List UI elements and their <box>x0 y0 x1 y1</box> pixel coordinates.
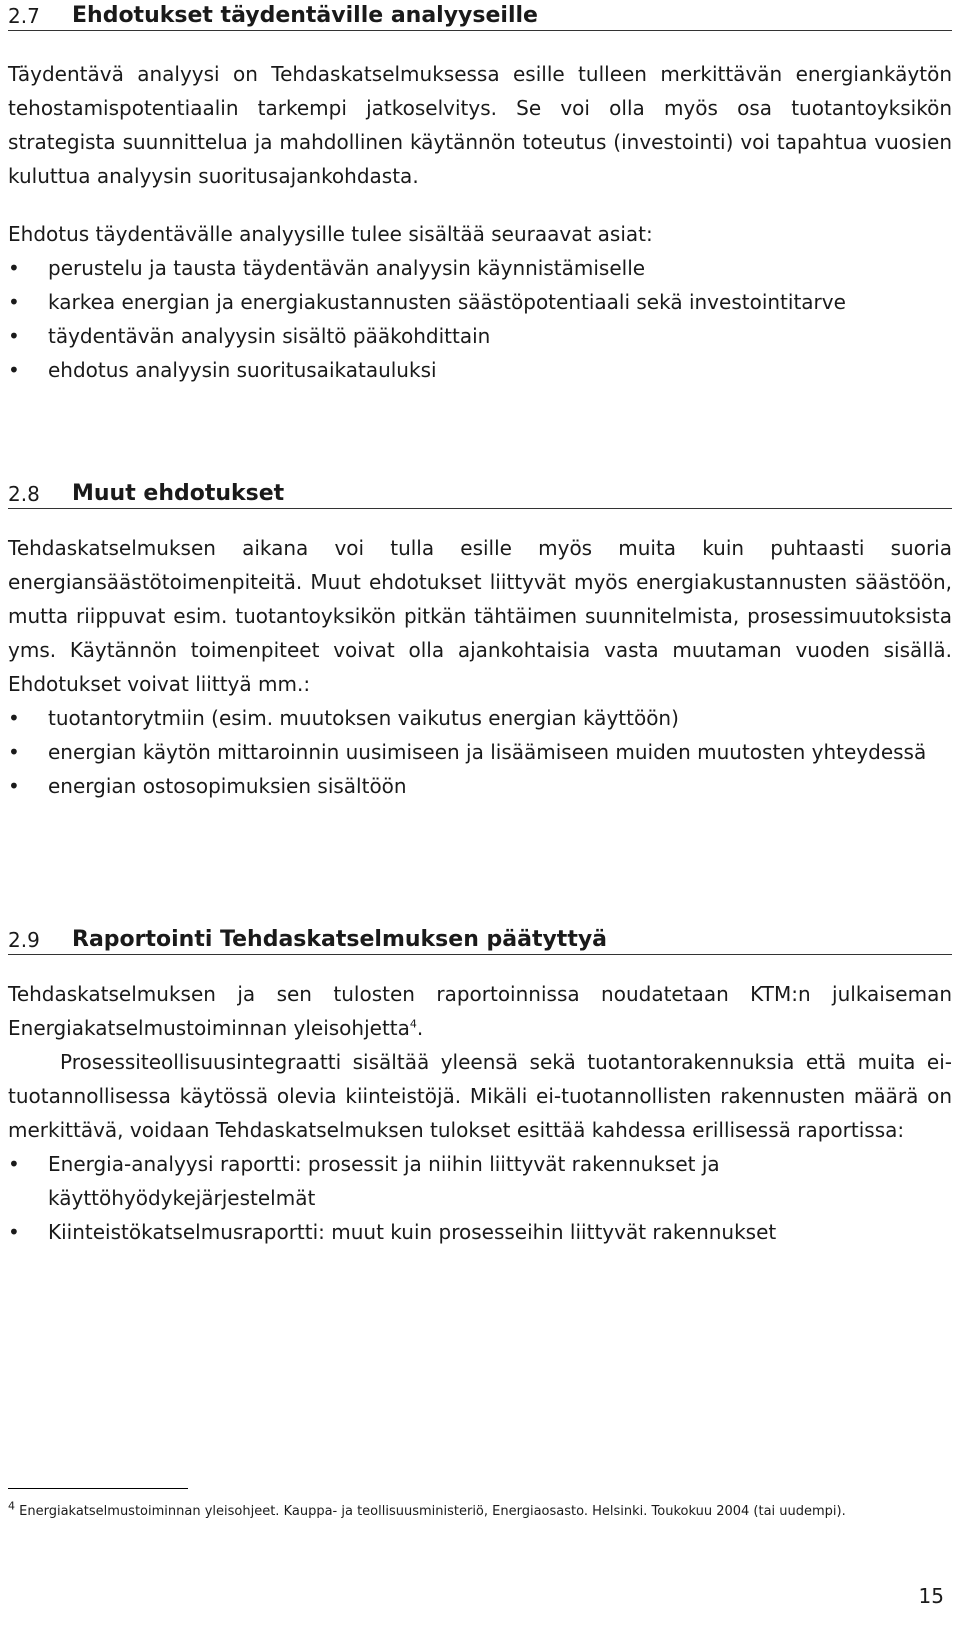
bullet-list <box>8 701 952 803</box>
bullet-icon: • <box>8 358 20 382</box>
footnote-reference: 4 <box>409 1017 417 1031</box>
footnote-marker: 4 <box>8 1499 15 1513</box>
section-number: 2.7 <box>8 4 40 28</box>
footnote-divider <box>8 1488 188 1489</box>
bullet-list <box>8 251 952 387</box>
list-item: • ehdotus analyysin suoritusaikatauluksi <box>8 353 952 387</box>
section-2-7 <box>8 0 952 387</box>
bullet-icon: • <box>8 256 20 280</box>
footnote-text: Energiakatselmustoiminnan yleisohjeet. Kauppa- ja teollisuusministeriö, Energiaosasto. Helsinki. Toukokuu 2004 (tai uudempi). <box>19 1504 846 1519</box>
section-heading <box>8 924 952 955</box>
section-2-8 <box>8 478 952 803</box>
list-item: • Kiinteistökatselmusraportti: muut kuin prosesseihin liittyvät rakennukset <box>8 1215 952 1249</box>
paragraph: Tehdaskatselmuksen ja sen tulosten raportoinnissa noudatetaan KTM:n julkaiseman Energiakatselmustoiminnan yleisohjetta$^4$. <box>8 982 952 1040</box>
section-title: Ehdotukset täydentäville analyyseille <box>72 3 538 28</box>
footnote <box>8 1499 846 1519</box>
section-title: Raportointi Tehdaskatselmuksen päätyttyä <box>72 927 608 952</box>
bullet-icon: • <box>8 706 20 730</box>
bullet-icon: • <box>8 1220 20 1244</box>
paragraph: Tehdaskatselmuksen aikana voi tulla esille myös muita kuin puhtaasti suoria energiansäästötoimenpiteitä. Muut ehdotukset liittyvät myös energiakustannusten säästöön, mutta riippuvat esim. tuotantoyksikön pitkän tähtäimen suunnitelmista, prosessimuutoksista yms. Käytännön toimenpiteet voivat olla ajankohtaisia vasta muutaman vuoden sisällä. Ehdotukset voivat liittyä mm.: <box>8 536 952 696</box>
section-heading <box>8 478 952 509</box>
list-item: • täydentävän analyysin sisältö pääkohdittain <box>8 319 952 353</box>
bullet-icon: • <box>8 290 20 314</box>
paragraph: Täydentävä analyysi on Tehdaskatselmuksessa esille tulleen merkittävän energiankäytön tehostamispotentiaalin tarkempi jatkoselvitys. Se voi olla myös osa tuotantoyksikön strategista suunnittelua ja mahdollinen käytännön toteutus (investointi) voi tapahtua vuosien kuluttua analyysin suoritusajankohdasta. <box>8 62 952 188</box>
list-item: • perustelu ja tausta täydentävän analyysin käynnistämiselle <box>8 251 952 285</box>
bullet-icon: • <box>8 1152 20 1176</box>
section-number: 2.9 <box>8 928 40 952</box>
section-number: 2.8 <box>8 482 40 506</box>
bullet-list <box>8 1147 952 1249</box>
bullet-icon: • <box>8 324 20 348</box>
section-heading <box>8 0 952 31</box>
list-item: • karkea energian ja energiakustannusten säästöpotentiaali sekä investointitarve <box>8 285 952 319</box>
section-2-9 <box>8 924 952 1249</box>
list-item: • tuotantorytmiin (esim. muutoksen vaikutus energian käyttöön) <box>8 701 952 735</box>
page-number: 15 <box>918 1584 944 1608</box>
bullet-icon: • <box>8 740 20 764</box>
paragraph: Ehdotus täydentävälle analyysille tulee sisältää seuraavat asiat: <box>8 222 653 246</box>
paragraph: Prosessiteollisuusintegraatti sisältää yleensä sekä tuotantorakennuksia että muita ei-tuotannollisessa käytössä olevia kiinteistöjä. Mikäli ei-tuotannollisten rakennusten määrä on merkittävä, voidaan Tehdaskatselmuksen tulokset esittää kahdessa erillisessä raportissa: <box>8 1050 952 1142</box>
section-title: Muut ehdotukset <box>72 481 285 506</box>
list-item: • Energia-analyysi raportti: prosessit ja niihin liittyvät rakennukset ja käyttöhyödykejärjestelmät <box>8 1147 952 1215</box>
list-item: • energian käytön mittaroinnin uusimiseen ja lisäämiseen muiden muutosten yhteydessä <box>8 735 952 769</box>
list-item: • energian ostosopimuksien sisältöön <box>8 769 952 803</box>
bullet-icon: • <box>8 774 20 798</box>
